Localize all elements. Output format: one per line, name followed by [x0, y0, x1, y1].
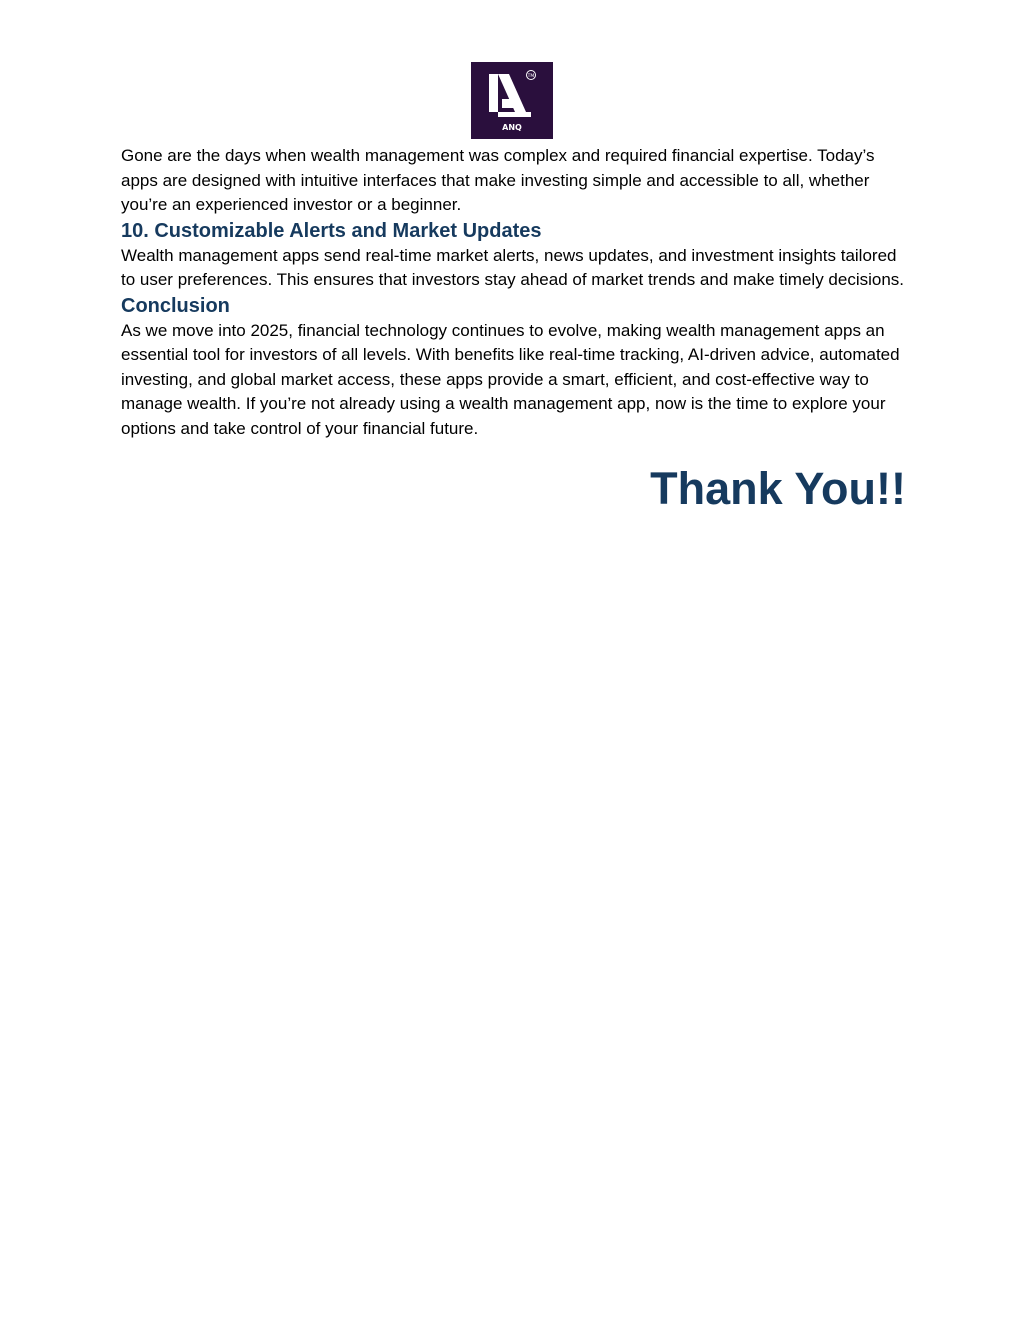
logo-badge: TM [527, 74, 535, 79]
intro-paragraph: Gone are the days when wealth management was complex and required financial expertise. Today’s apps are designed with intuitive interfaces that make investing simple and accessible to all, whether you’re an experienced investor or a beginner. [121, 146, 875, 214]
section-heading-alerts: 10. Customizable Alerts and Market Updates [121, 219, 542, 242]
anq-logo-graphic [471, 62, 553, 139]
main-content [121, 144, 906, 517]
thank-you-heading: Thank You!! [650, 463, 906, 514]
logo-text: ANQ [502, 123, 522, 132]
anq-logo-icon [471, 62, 553, 139]
section-paragraph-alerts: Wealth management apps send real-time market alerts, news updates, and investment insights tailored to user preferences. This ensures that investors stay ahead of market trends and make timely decisions. [121, 245, 905, 289]
section-paragraph-conclusion: As we move into 2025, financial technology continues to evolve, making wealth management apps an essential tool for investors of all levels. With benefits like real-time tracking, AI-driven advice, automated investing, and global market access, these apps provide a smart, efficient, and cost-effective way to manage wealth. If you’re not already using a wealth management app, now is the time to explore your options and take control of your financial future. [121, 320, 900, 438]
section-heading-conclusion: Conclusion [121, 294, 230, 317]
